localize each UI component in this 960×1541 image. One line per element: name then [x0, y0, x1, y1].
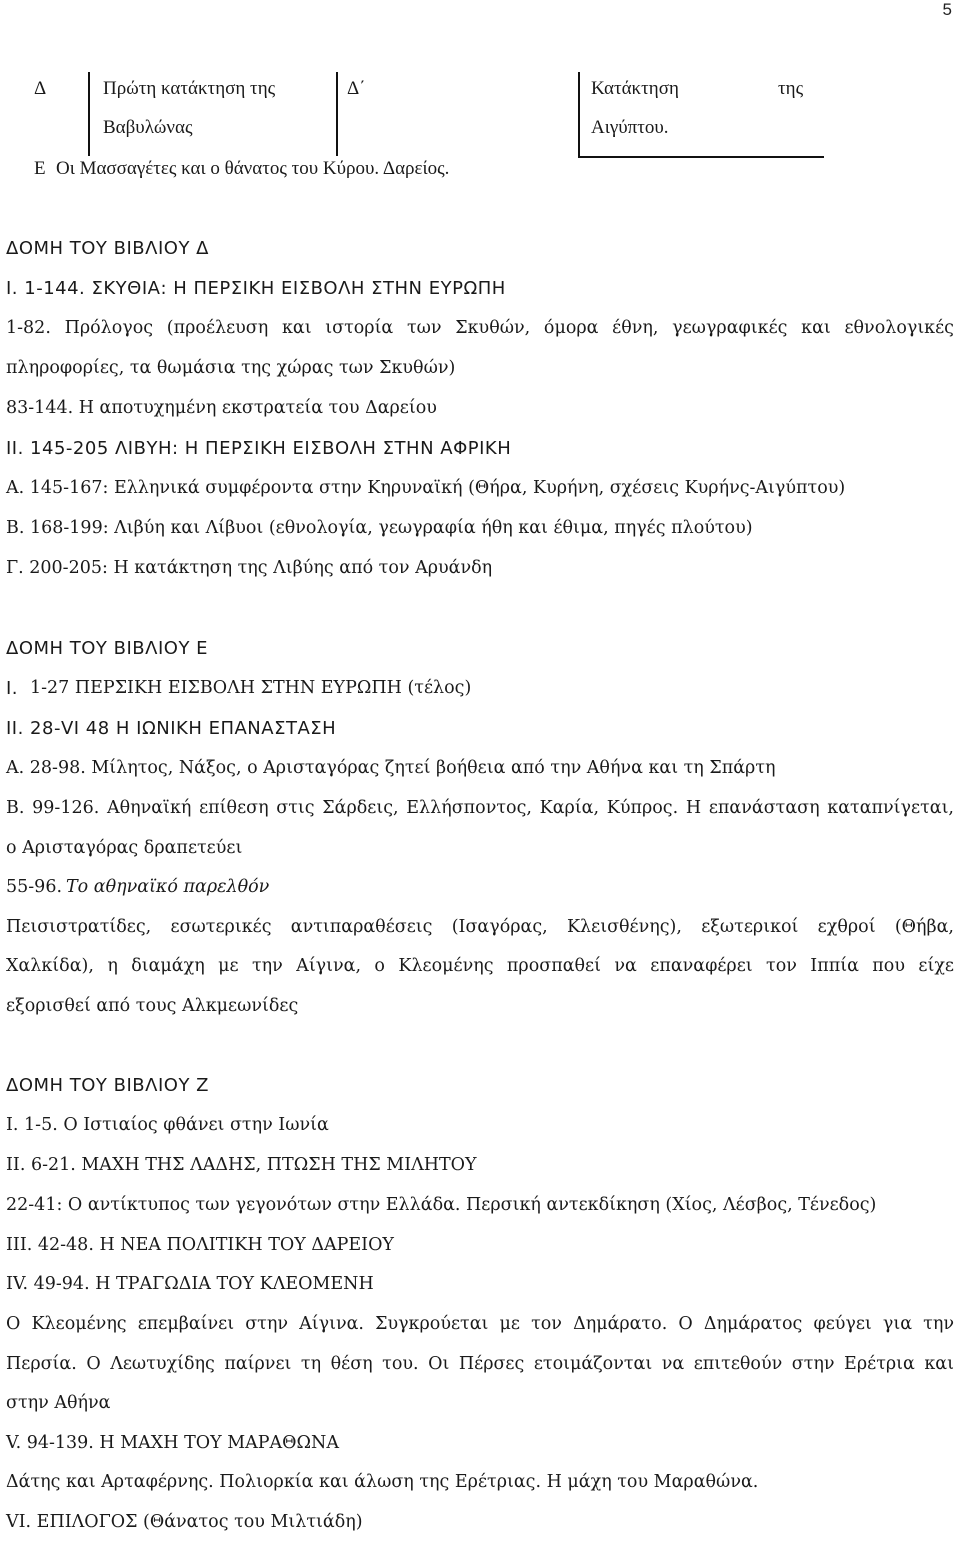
book-z-marathon: Δάτης και Αρταφέρνης. Πολιορκία και άλωση της Ερέτριας. Η μάχη του Μαραθώνα. — [6, 1472, 759, 1492]
book-z-part3: ΙΙΙ. 42-48. Η ΝΕΑ ΠΟΛΙΤΙΚΗ ΤΟΥ ΔΑΡΕΙΟΥ — [6, 1235, 394, 1255]
book-z-reaction: 22-41: Ο αντίκτυπος των γεγονότων στην Ελλάδα. Περσική αντεκδίκηση (Χίος, Λέσβος, Τένεδος) — [6, 1195, 877, 1215]
table-right-cell-word1: Κατάκτηση — [591, 78, 679, 99]
book-d-heading: ΔΟΜΗ ΤΟΥ ΒΙΒΛΙΟΥ Δ — [6, 238, 209, 259]
book-e-past-line2: Χαλκίδα), η διαμάχη με την Αίγινα, ο Κλεομένης προσπαθεί να επαναφέρει τον Ιππία που είχε — [6, 956, 954, 976]
book-e-past-line1: Πεισιστρατίδες, εσωτερικές αντιπαραθέσεις (Ισαγόρας, Κλεισθένης), εξωτερικοί εχθροί (Θήβα, — [6, 917, 954, 937]
book-d-prologue-line1: 1-82. Πρόλογος (προέλευση και ιστορία των Σκυθών, όμορα έθνη, γεωγραφικές και εθνολογικές — [6, 318, 954, 338]
book-e-heading: ΔΟΜΗ ΤΟΥ ΒΙΒΛΙΟΥ Ε — [6, 638, 209, 659]
book-e-past-title: Το αθηναϊκό παρελθόν — [66, 877, 270, 897]
table-divider — [578, 72, 580, 156]
book-d-campaign: 83-144. Η αποτυχημένη εκστρατεία του Δαρείου — [6, 398, 437, 418]
table-divider — [88, 72, 90, 156]
book-z-cleo-line1: Ο Κλεομένης επεμβαίνει στην Αίγινα. Συγκρούεται με τον Δημάρατο. Ο Δημάρατος φεύγει για την — [6, 1314, 954, 1334]
book-e-item-b-line1: Β. 99-126. Αθηναϊκή επίθεση στις Σάρδεις, Ελλήσποντος, Καρία, Κύπρος. Η επανάσταση καταπνίγεται, — [6, 798, 954, 818]
book-d-item-a: Α. 145-167: Ελληνικά συμφέροντα στην Κηρυναϊκή (Θήρα, Κυρήνη, σχέσεις Κυρήνς-Αιγύπτου) — [6, 478, 846, 498]
book-z-part1: Ι. 1-5. Ο Ιστιαίος φθάνει στην Ιωνία — [6, 1115, 329, 1135]
book-z-cleo-line3: στην Αθήνα — [6, 1393, 111, 1413]
book-e-part2: ΙΙ. 28-VI 48 Η ΙΩΝΙΚΗ ΕΠΑΝΑΣΤΑΣΗ — [6, 718, 337, 739]
table-delta-prime: Δ΄ — [347, 78, 366, 99]
book-z-part2: ΙΙ. 6-21. ΜΑΧΗ ΤΗΣ ΛΑΔΗΣ, ΠΤΩΣΗ ΤΗΣ ΜΙΛΗΤΟΥ — [6, 1155, 477, 1175]
table-delta-cell-line2: Βαβυλώνας — [103, 117, 193, 138]
book-d-part1: Ι. 1-144. ΣΚΥΘΙΑ: Η ΠΕΡΣΙΚΗ ΕΙΣΒΟΛΗ ΣΤΗΝ ΕΥΡΩΠΗ — [6, 278, 506, 299]
book-z-cleo-line2: Περσία. Ο Λεωτυχίδης παίρνει τη θέση του. Οι Πέρσες ετοιμάζονται να επιτεθούν στην Ερέτρια και — [6, 1354, 954, 1374]
book-d-part2: ΙΙ. 145-205 ΛΙΒΥΗ: Η ΠΕΡΣΙΚΗ ΕΙΣΒΟΛΗ ΣΤΗΝ ΑΦΡΙΚΗ — [6, 438, 512, 459]
book-z-heading: ΔΟΜΗ ΤΟΥ ΒΙΒΛΙΟΥ Ζ — [6, 1075, 209, 1096]
book-d-item-b: Β. 168-199: Λιβύη και Λίβυοι (εθνολογία, γεωγραφία ήθη και έθιμα, πηγές πλούτου) — [6, 518, 753, 538]
book-e-past-line3: εξορισθεί από τους Αλκμεωνίδες — [6, 996, 299, 1016]
page-number: 5 — [942, 0, 952, 19]
book-z-part5: V. 94-139. Η ΜΑΧΗ ΤΟΥ ΜΑΡΑΘΩΝΑ — [6, 1433, 339, 1453]
book-e-item-a: Α. 28-98. Μίλητος, Νάξος, ο Αρισταγόρας ζητεί βοήθεια από την Αθήνα και τη Σπάρτη — [6, 758, 776, 778]
table-delta-cell-line1: Πρώτη κατάκτηση της — [103, 78, 276, 99]
table-delta-letter: Δ — [34, 78, 47, 99]
table-epsilon-letter: Ε — [34, 158, 46, 179]
book-z-part4: ΙV. 49-94. Η ΤΡΑΓΩΔΙΑ ΤΟΥ ΚΛΕΟΜΕΝΗ — [6, 1274, 374, 1294]
book-z-part6: VΙ. ΕΠΙΛΟΓΟΣ (Θάνατος του Μιλτιάδη) — [6, 1512, 363, 1532]
book-e-part1-num: Ι. — [6, 678, 19, 699]
book-e-part1-text: 1-27 ΠΕΡΣΙΚΗ ΕΙΣΒΟΛΗ ΣΤΗΝ ΕΥΡΩΠΗ (τέλος) — [30, 678, 472, 698]
table-right-cell-line2: Αιγύπτου. — [591, 117, 669, 138]
table-bottom-rule — [578, 156, 824, 158]
table-epsilon-text: Οι Μασσαγέτες και ο θάνατος του Κύρου. Δαρείος. — [56, 158, 450, 179]
table-right-cell-word2: της — [778, 78, 804, 99]
book-d-item-c: Γ. 200-205: Η κατάκτηση της Λιβύης από τον Αρυάνδη — [6, 558, 493, 578]
table-divider — [336, 72, 338, 156]
book-e-item-b-line2: ο Αρισταγόρας δραπετεύει — [6, 838, 243, 858]
book-d-prologue-line2: πληροφορίες, τα θωμάσια της χώρας των Σκυθών) — [6, 358, 456, 378]
book-e-past-num: 55-96. — [6, 877, 63, 897]
